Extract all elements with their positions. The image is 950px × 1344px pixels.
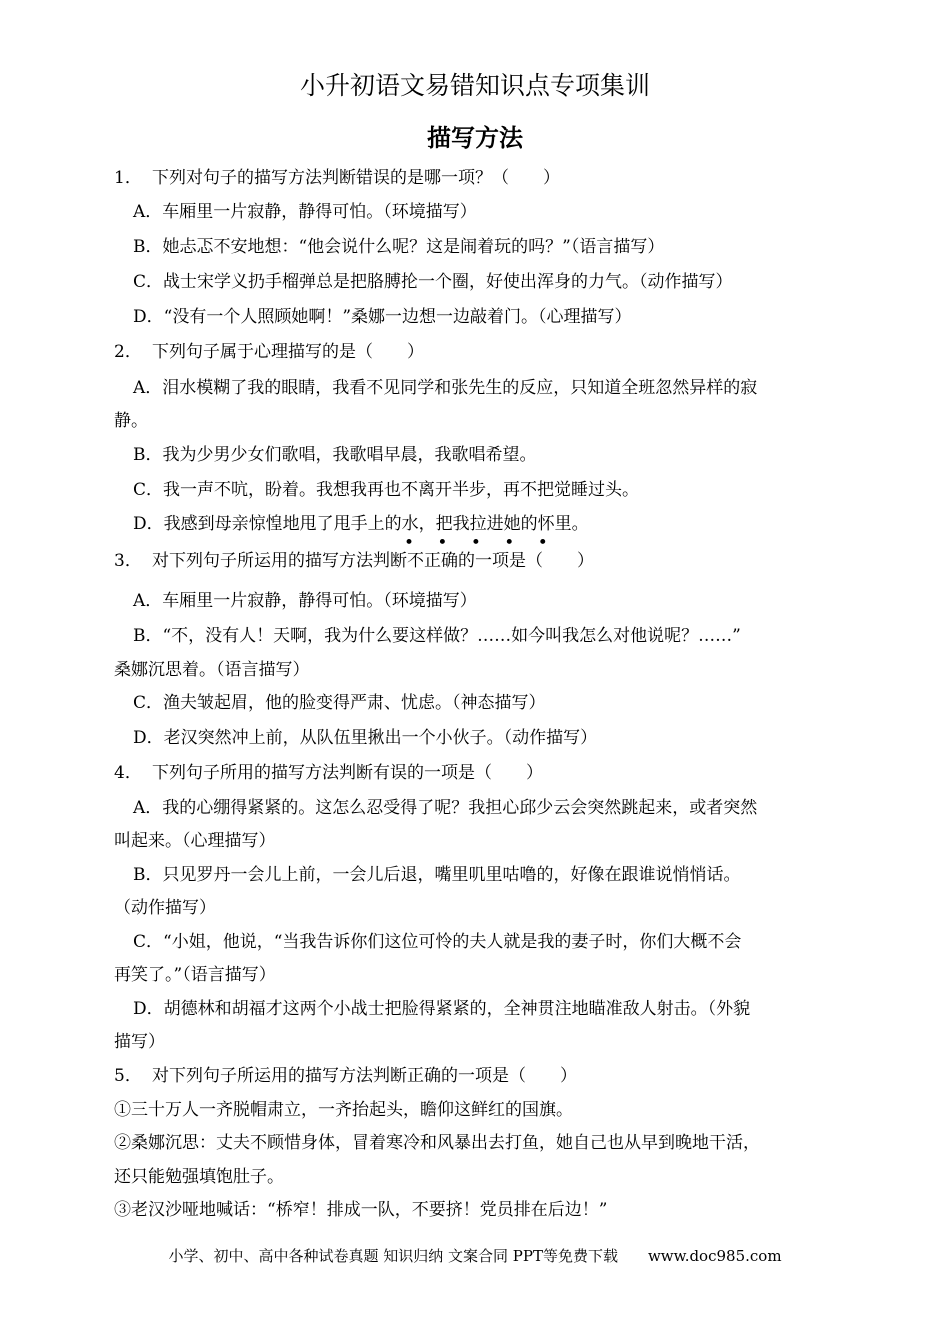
option-2a-continued: 静。	[114, 411, 148, 431]
option-1b: B．她忐忑不安地想：“他会说什么呢？这是闹着玩的吗？”（语言描写）	[133, 237, 665, 257]
page-title: 小升初语文易错知识点专项集训	[299, 71, 650, 100]
question-5	[114, 1064, 577, 1088]
statement-2: ②桑娜沉思：丈夫不顾惜身体，冒着寒冷和风暴出去打鱼，她自己也从早到晚地干活，	[114, 1133, 760, 1153]
question-stem: 下列句子所用的描写方法判断有误的一项是（ ）	[152, 763, 543, 783]
emphasis-dots: • • • • •	[404, 533, 557, 553]
question-number: 5．	[114, 1066, 142, 1086]
option-4d: D．胡德林和胡福才这两个小战士把脸得紧紧的，全神贯注地瞄准敌人射击。（外貌	[133, 999, 751, 1019]
question-2	[114, 340, 424, 364]
question-stem: 对下列句子所运用的描写方法判断正确的一项是（ ）	[152, 1066, 577, 1086]
question-3	[114, 549, 594, 573]
option-2a: A．泪水模糊了我的眼睛，我看不见同学和张先生的反应，只知道全班忽然异样的寂	[133, 378, 758, 398]
option-3a: A．车厢里一片寂静，静得可怕。（环境描写）	[133, 591, 477, 611]
option-1c: C．战士宋学义扔手榴弹总是把胳膊抡一个圈，好使出浑身的力气。（动作描写）	[133, 272, 733, 292]
option-2c: C．我一声不吭，盼着。我想我再也不离开半步，再不把觉睡过头。	[133, 480, 640, 500]
question-stem: 下列对句子的描写方法判断错误的是哪一项？（ ）	[152, 168, 560, 188]
section-title: 描写方法	[427, 124, 523, 152]
option-4d-continued: 描写）	[114, 1032, 165, 1052]
option-4c: C．“小姐，他说，“当我告诉你们这位可怜的夫人就是我的妻子时，你们大概不会	[133, 932, 742, 952]
question-stem: 对下列句子所运用的描写方法判断不正确的一项是（ ）	[152, 551, 594, 571]
option-3d: D．老汉突然冲上前，从队伍里揪出一个小伙子。（动作描写）	[133, 728, 598, 748]
question-4	[114, 761, 543, 785]
page-footer: 小学、初中、高中各种试卷真题 知识归纳 文案合同 PPT等免费下载 www.doc985.com	[168, 1247, 782, 1265]
statement-2-continued: 还只能勉强填饱肚子。	[114, 1167, 284, 1187]
option-3b: B．“不，没有人！天啊，我为什么要这样做？……如今叫我怎么对他说呢？……”	[133, 626, 741, 646]
question-stem: 下列句子属于心理描写的是（ ）	[152, 342, 424, 362]
option-2b: B．我为少男少女们歌唱，我歌唱早晨，我歌唱希望。	[133, 445, 537, 465]
option-3c: C．渔夫皱起眉，他的脸变得严肃、忧虑。（神态描写）	[133, 693, 546, 713]
option-4b: B．只见罗丹一会儿上前，一会儿后退，嘴里叽里咕噜的，好像在跟谁说悄悄话。	[133, 865, 741, 885]
option-2d: D．我感到母亲惊惶地甩了甩手上的水，把我拉进她的怀里。	[133, 514, 589, 534]
question-number: 4．	[114, 763, 142, 783]
option-4a-continued: 叫起来。（心理描写）	[114, 831, 276, 851]
question-number: 3．	[114, 551, 142, 571]
option-3b-continued: 桑娜沉思着。（语言描写）	[114, 660, 310, 680]
option-1d: D．“没有一个人照顾她啊！”桑娜一边想一边敲着门。（心理描写）	[133, 307, 632, 327]
option-4a: A．我的心绷得紧紧的。这怎么忍受得了呢？我担心邱少云会突然跳起来，或者突然	[133, 798, 758, 818]
question-number: 2．	[114, 342, 142, 362]
option-4c-continued: 再笑了。”（语言描写）	[114, 965, 276, 985]
option-4b-continued: （动作描写）	[114, 898, 216, 918]
statement-3: ③老汉沙哑地喊话：“桥窄！排成一队，不要挤！党员排在后边！”	[114, 1200, 608, 1220]
statement-1: ①三十万人一齐脱帽肃立，一齐抬起头，瞻仰这鲜红的国旗。	[114, 1100, 573, 1120]
question-1	[114, 166, 560, 190]
question-number: 1．	[114, 168, 142, 188]
option-1a: A．车厢里一片寂静，静得可怕。（环境描写）	[133, 202, 477, 222]
